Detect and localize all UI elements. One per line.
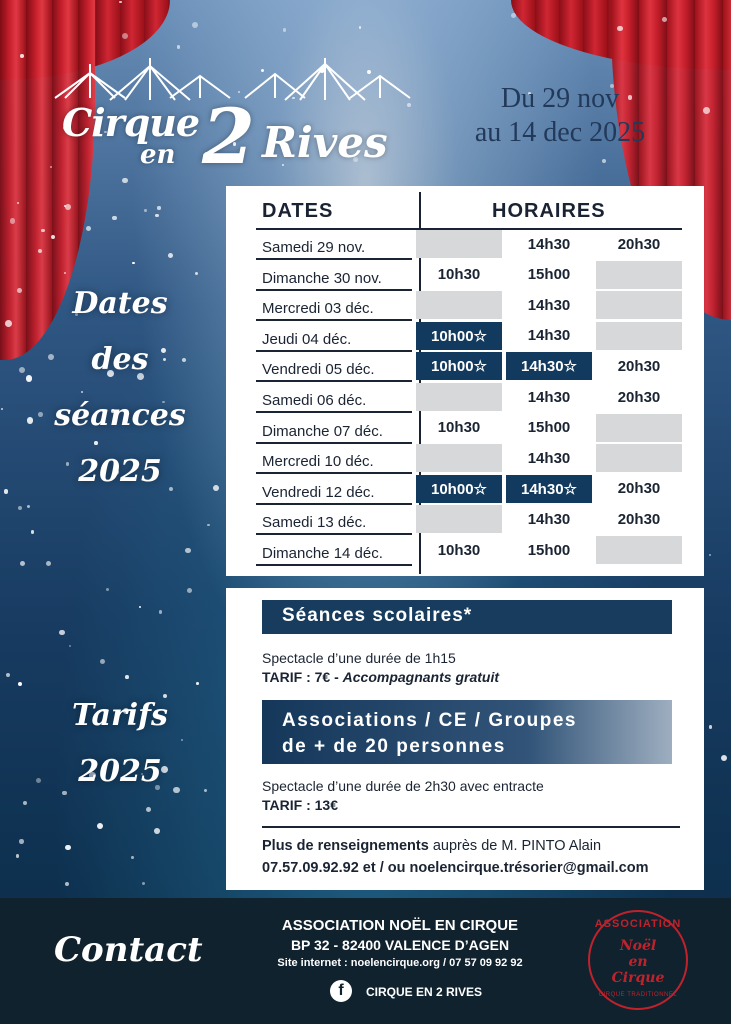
snow-dot	[168, 253, 173, 258]
snow-dot	[213, 485, 219, 491]
info-line	[262, 838, 601, 854]
time-slot: 14h30☆	[506, 352, 592, 380]
snow-dot	[185, 548, 191, 554]
time-slot	[416, 291, 502, 319]
snow-dot	[196, 682, 199, 685]
snow-dot	[41, 229, 45, 233]
snow-dot	[19, 367, 26, 374]
time-slot: 20h30	[617, 235, 661, 253]
row-date: Dimanche 14 déc.	[262, 545, 383, 562]
stamp-mid-line: en	[628, 954, 648, 970]
snow-dot	[154, 828, 160, 834]
assoc-website[interactable]: Site internet : noelencirque.org / 07 57 09 92 92	[277, 957, 523, 969]
row-date: Jeudi 04 déc.	[262, 330, 352, 348]
time-slot	[416, 505, 502, 533]
snow-dot	[5, 320, 12, 327]
dates-title-line: des	[91, 342, 149, 377]
info-rest: auprès de M. PINTO Alain	[428, 838, 602, 854]
snow-dot	[97, 823, 104, 830]
snow-dot	[59, 630, 64, 635]
snow-dot	[721, 755, 727, 761]
assoc-name: ASSOCIATION NOËL EN CIRQUE	[281, 917, 519, 934]
row-date: Mercredi 03 déc.	[262, 300, 374, 318]
time-slot	[596, 291, 682, 319]
snow-dot	[4, 489, 8, 493]
info-bold: Plus de renseignements	[262, 838, 429, 854]
tarifs-title-line: Tarifs	[72, 698, 168, 733]
schedule-panel	[226, 186, 704, 576]
schedule-row	[256, 444, 682, 474]
groupes-desc: Spectacle d’une durée de 2h30 avec entracte	[262, 778, 544, 794]
snow-dot	[709, 554, 711, 556]
snow-dot	[155, 214, 158, 217]
snow-dot	[159, 610, 162, 613]
row-date: Dimanche 30 nov.	[262, 269, 382, 287]
dates-title-line: Dates	[72, 286, 168, 321]
snow-dot	[207, 524, 210, 527]
snow-dot	[10, 218, 16, 224]
snow-dot	[26, 375, 33, 382]
time-slot	[596, 536, 682, 564]
logo-en: en	[140, 140, 176, 170]
snow-dot	[20, 561, 25, 566]
stamp-bottom: CIRQUE TRADITIONNEL	[598, 992, 678, 998]
facebook-icon[interactable]: f	[330, 980, 352, 1002]
time-slot: 14h30☆	[506, 475, 592, 503]
snow-dot	[69, 645, 71, 647]
dates-title-line: 2025	[78, 454, 162, 489]
snow-dot	[100, 659, 105, 664]
time-slot	[596, 261, 682, 289]
snow-dot	[18, 682, 22, 686]
tarifs-title-line: 2025	[78, 754, 162, 789]
snow-dot	[65, 204, 71, 210]
snow-dot	[112, 216, 116, 220]
snow-dot	[18, 506, 22, 510]
snow-dot	[122, 178, 127, 183]
row-date: Dimanche 07 déc.	[262, 422, 383, 440]
snow-dot	[703, 107, 710, 114]
groupes-banner	[262, 700, 672, 764]
snow-dot	[27, 417, 33, 423]
row-date: Samedi 13 déc.	[262, 514, 367, 532]
snow-dot	[142, 882, 146, 886]
snow-dot	[157, 206, 160, 209]
schedule-row	[256, 475, 682, 505]
time-slot: 10h00☆	[416, 352, 502, 380]
time-slot: 14h30	[527, 388, 571, 406]
logo-rives: Rives	[262, 118, 388, 167]
snow-dot	[19, 839, 24, 844]
scolaires-tarif	[262, 669, 499, 685]
contact-heading: Contact	[54, 930, 203, 970]
info-contact: 07.57.09.92.92 et / ou noelencirque.trésorier@gmail.com	[262, 860, 649, 876]
snow-dot	[132, 262, 134, 264]
time-slot: 20h30	[617, 357, 661, 375]
scolaires-tarif-label: TARIF : 7€ -	[262, 669, 339, 685]
time-slot	[596, 444, 682, 472]
snow-dot	[511, 13, 516, 18]
row-date: Samedi 06 déc.	[262, 392, 367, 409]
time-slot	[596, 414, 682, 442]
snow-dot	[46, 561, 51, 566]
snow-dot	[65, 882, 69, 886]
stamp-mid-line: Noël	[619, 938, 657, 954]
time-slot: 14h30	[527, 235, 571, 253]
time-slot: 10h30	[437, 541, 481, 559]
time-slot: 10h00☆	[416, 475, 502, 503]
facebook-label[interactable]: CIRQUE EN 2 RIVES	[366, 985, 483, 999]
snow-dot	[27, 505, 31, 509]
schedule-row	[256, 505, 682, 535]
time-slot: 10h30	[437, 419, 481, 437]
time-slot	[416, 444, 502, 472]
row-underline	[256, 564, 412, 566]
snow-dot	[20, 54, 24, 58]
snow-dot	[146, 807, 151, 812]
snow-dot	[144, 209, 146, 211]
snow-dot	[139, 606, 141, 608]
snow-dot	[177, 45, 180, 48]
scolaires-tarif-note: Accompagnants gratuit	[342, 669, 499, 685]
snow-dot	[617, 26, 623, 32]
stamp-mid-line: Cirque	[611, 970, 665, 986]
tarifs-panel	[226, 588, 704, 890]
dates-seances-title	[40, 276, 200, 500]
row-date: Samedi 29 nov.	[262, 239, 366, 256]
schedule-row	[256, 261, 682, 291]
time-slot: 14h30	[527, 296, 571, 314]
time-slot: 14h30	[527, 449, 571, 467]
schedule-row	[256, 536, 682, 566]
snow-dot	[6, 673, 10, 677]
row-date: Vendredi 05 déc.	[262, 361, 375, 379]
date-range-end: au 14 dec 2025	[474, 117, 646, 148]
association-stamp-logo	[588, 910, 688, 1010]
snow-dot	[359, 26, 361, 28]
time-slot: 20h30	[617, 388, 661, 406]
snow-dot	[16, 854, 20, 858]
snow-dot	[204, 789, 207, 792]
snow-dot	[125, 675, 129, 679]
snow-dot	[192, 22, 198, 28]
groupes-title-2: de + de 20 personnes	[282, 736, 506, 757]
schedule-row	[256, 322, 682, 352]
groupes-tarif: TARIF : 13€	[262, 797, 338, 813]
date-range-start: Du 29 nov	[500, 83, 620, 114]
date-range	[440, 82, 680, 150]
snow-dot	[86, 226, 91, 231]
assoc-address: BP 32 - 82400 VALENCE D’AGEN	[290, 937, 510, 953]
time-slot: 14h30	[527, 327, 571, 345]
info-separator	[262, 826, 680, 828]
schedule-row	[256, 352, 682, 382]
header-horaires: HORAIRES	[492, 200, 606, 222]
logo-two: 2	[202, 92, 255, 181]
snow-dot	[23, 801, 27, 805]
groupes-title-1: Associations / CE / Groupes	[282, 710, 577, 731]
time-slot: 15h00	[527, 419, 571, 437]
time-slot	[596, 322, 682, 350]
row-date: Mercredi 10 déc.	[262, 453, 374, 471]
snow-dot	[1, 408, 3, 410]
time-slot	[416, 230, 502, 258]
tarifs-title	[40, 688, 200, 800]
snow-dot	[31, 530, 34, 533]
stamp-top: ASSOCIATION	[594, 918, 682, 930]
snow-dot	[602, 159, 606, 163]
time-slot: 14h30	[527, 510, 571, 528]
snow-dot	[709, 725, 713, 729]
snow-dot	[65, 845, 71, 851]
schedule-row	[256, 414, 682, 444]
scolaires-banner: Séances scolaires*	[262, 600, 672, 634]
time-slot: 10h00☆	[416, 322, 502, 350]
schedule-row	[256, 383, 682, 413]
time-slot: 15h00	[527, 541, 571, 559]
time-slot: 15h00	[527, 266, 571, 284]
logo-cirque: Cirque	[62, 100, 200, 145]
schedule-row	[256, 230, 682, 260]
snow-dot	[17, 202, 19, 204]
snow-dot	[106, 588, 109, 591]
dates-title-line: séances	[54, 398, 186, 433]
header-dates: DATES	[262, 200, 334, 222]
row-date: Vendredi 12 déc.	[262, 483, 375, 501]
time-slot: 10h30	[437, 266, 481, 284]
time-slot	[416, 383, 502, 411]
snow-dot	[283, 28, 286, 31]
snow-dot	[131, 856, 134, 859]
stamp-mid	[590, 938, 686, 986]
scolaires-desc: Spectacle d’une durée de 1h15	[262, 650, 456, 666]
time-slot: 20h30	[617, 480, 661, 498]
snow-dot	[187, 588, 193, 594]
time-slot: 20h30	[617, 510, 661, 528]
schedule-row	[256, 291, 682, 321]
snow-dot	[195, 272, 198, 275]
